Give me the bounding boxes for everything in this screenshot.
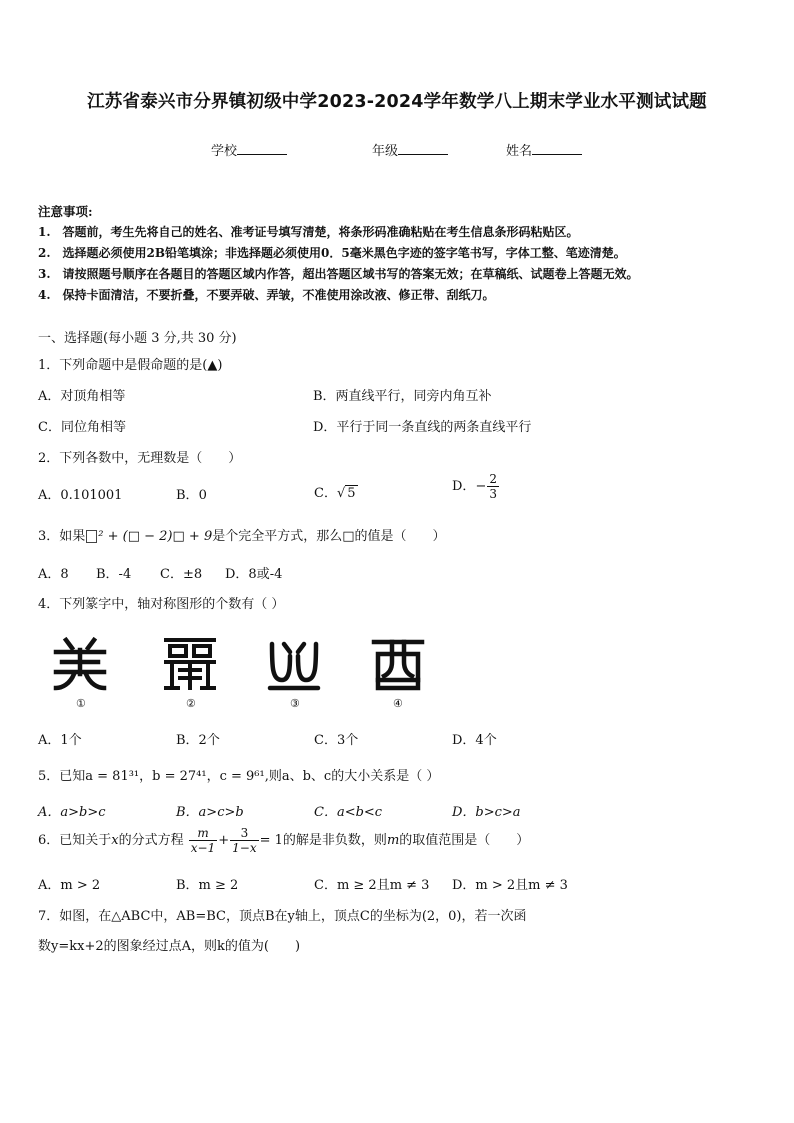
q1-option-d: D．平行于同一条直线的两条直线平行 [313, 420, 532, 435]
q2-option-d [452, 472, 500, 501]
q2-option-d-sign: − [475, 479, 487, 494]
notice-item: 2. 选择题必须使用2B铅笔填涂；非选择题必须使用0．5毫米黑色字迹的签字笔书写，字体工整、笔迹清楚。 [38, 246, 626, 260]
question-4-stem: 4．下列篆字中，轴对称图形的个数有（ ） [38, 597, 285, 612]
seal-label-4: ④ [393, 697, 403, 710]
q3-option-c: C．±8 [160, 567, 203, 582]
q6-fraction-2 [230, 826, 258, 855]
school-blank [237, 143, 287, 155]
question-2-stem: 2．下列各数中，无理数是（ ） [38, 451, 242, 466]
q2-option-d-fraction [487, 472, 499, 501]
school-label: 学校 [211, 144, 238, 159]
fraction-denominator: 3 [489, 487, 497, 501]
q3-expression: ² + (□ − 2)□ + 9 [98, 529, 213, 544]
q6-stem-mid: 的分式方程 [118, 833, 184, 848]
q6-var-x: x [111, 833, 119, 848]
grade-label: 年级 [372, 144, 399, 159]
q2-option-d-label: D． [452, 479, 476, 494]
q6-option-d: D．m > 2且m ≠ 3 [452, 878, 568, 893]
question-6-stem [38, 826, 529, 855]
name-blank [532, 143, 582, 155]
question-7-line-2: 数y=kx+2的图象经过点A，则k的值为( ) [38, 939, 301, 954]
question-1-stem: 1．下列命题中是假命题的是(▲) [38, 358, 223, 373]
q3-stem-start: 3．如果 [38, 529, 86, 544]
q2-option-b [176, 484, 207, 503]
q6-stem-end: 的解是非负数，则 [282, 833, 387, 848]
grade-blank [398, 143, 448, 155]
q6-equals: = 1 [259, 833, 283, 848]
seal-label-3: ③ [290, 697, 300, 710]
fraction-denominator: 1−x [232, 841, 257, 855]
q1-option-b: B．两直线平行，同旁内角互补 [313, 389, 492, 404]
q6-option-b: B．m ≥ 2 [176, 878, 239, 893]
q2-option-c-radicand: 5 [347, 486, 356, 501]
q2-option-b-label: B． [176, 488, 199, 503]
q4-option-d: D．4个 [452, 733, 497, 748]
question-7-line-1: 7．如图，在△ABC中，AB=BC，顶点B在y轴上，顶点C的坐标为(2，0)，若一次函 [38, 909, 527, 924]
q3-stem-end: 是个完全平方式，那么□的值是（ ） [212, 529, 446, 544]
notice-item: 4. 保持卡面清洁，不要折叠，不要弄破、弄皱，不准使用涂改液、修正带、刮纸刀。 [38, 288, 495, 302]
placeholder-box-icon [86, 530, 97, 543]
question-3-stem [38, 525, 446, 544]
fraction-numerator: m [189, 826, 217, 841]
name-field [506, 140, 582, 159]
seal-character-1-image [52, 636, 108, 692]
q2-option-b-value: 0 [198, 488, 207, 503]
fraction-numerator: 2 [489, 472, 497, 486]
name-label: 姓名 [506, 144, 533, 159]
fraction-denominator: x−1 [190, 841, 216, 855]
q1-option-c: C．同位角相等 [38, 420, 126, 435]
q3-option-a: A．8 [38, 567, 69, 582]
section-heading: 一、选择题(每小题 3 分,共 30 分) [38, 331, 237, 346]
q2-option-a: A．0.101001 [38, 488, 123, 503]
q1-option-a: A．对顶角相等 [38, 389, 126, 404]
page-title: 江苏省泰兴市分界镇初级中学2023-2024学年数学八上期末学业水平测试试题 [87, 92, 707, 112]
seal-character-4-image [370, 636, 426, 692]
q6-var-m: m [386, 833, 400, 848]
sqrt-symbol: √ 5 [336, 486, 356, 501]
q6-stem-start: 6．已知关于 [38, 833, 112, 848]
q6-stem-tail: 的取值范围是（ ） [399, 833, 530, 848]
notice-heading: 注意事项: [38, 204, 93, 219]
seal-label-2: ② [186, 697, 196, 710]
q2-option-c [314, 482, 358, 501]
q6-option-a: A．m > 2 [38, 878, 101, 893]
q5-option-c: C．a<b<c [314, 805, 383, 820]
q3-option-d: D．8或-4 [225, 567, 283, 582]
seal-character-2-image [162, 636, 218, 692]
q3-option-b: B．-4 [96, 567, 132, 582]
q6-option-c: C．m ≥ 2且m ≠ 3 [314, 878, 430, 893]
q4-option-b: B．2个 [176, 733, 220, 748]
q4-option-a: A．1个 [38, 733, 82, 748]
q4-option-c: C．3个 [314, 733, 359, 748]
fraction-numerator: 3 [230, 826, 258, 841]
q5-option-a: A．a>b>c [38, 805, 106, 820]
notice-item: 3. 请按照题号顺序在各题目的答题区域内作答，超出答题区域书写的答案无效；在草稿纸、试题卷上答题无效。 [38, 267, 639, 281]
q6-plus: + [218, 833, 230, 848]
q5-option-b: B．a>c>b [176, 805, 244, 820]
grade-field [372, 140, 448, 159]
notice-item: 1. 答题前，考生先将自己的姓名、准考证号填写清楚，将条形码准确粘贴在考生信息条形码粘贴区。 [38, 225, 579, 239]
seal-label-1: ① [76, 697, 86, 710]
q6-fraction-1 [189, 826, 217, 855]
seal-character-3-image [266, 636, 322, 692]
q2-option-c-label: C． [314, 486, 337, 501]
school-field [211, 140, 287, 159]
q5-option-d: D．b>c>a [452, 805, 521, 820]
question-5-stem: 5．已知a = 81³¹，b = 27⁴¹，c = 9⁶¹,则a、b、c的大小关系是（ ） [38, 769, 440, 784]
